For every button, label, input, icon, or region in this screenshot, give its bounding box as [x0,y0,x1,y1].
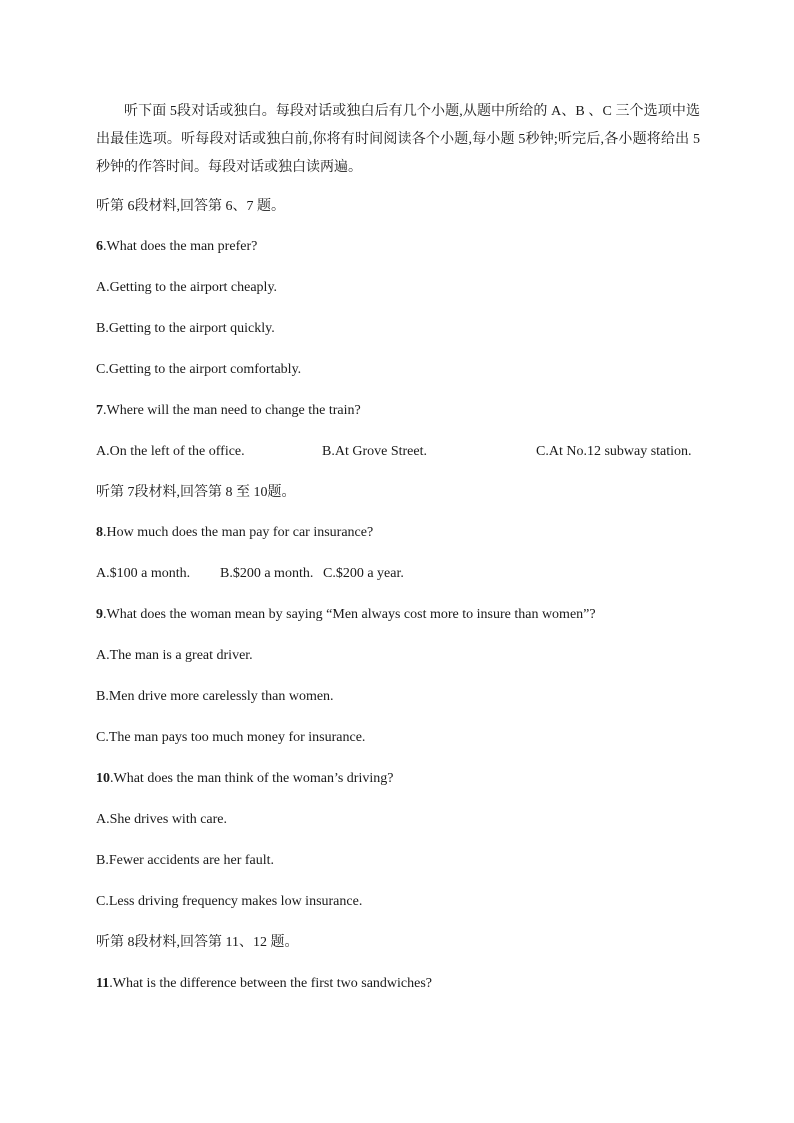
question-text: .What is the difference between the first two sandwiches? [109,976,433,991]
question-text: .What does the man prefer? [103,239,258,254]
option-10b: B.Fewer accidents are her fault. [96,853,275,868]
question-11 [96,974,706,994]
question-number: 10 [96,771,110,786]
question-8 [96,523,706,543]
question-9 [96,605,706,625]
option-6b: B.Getting to the airport quickly. [96,321,275,336]
question-number: 11 [96,976,110,991]
option-9b: B.Men drive more carelessly than women. [96,689,334,704]
section-instructions: 听下面 5段对话或独白。每段对话或独白后有几个小题,从题中所给的 A、B 、C 三个选项中选出最佳选项。听每段对话或独白前,你将有时间阅读各个小题,每小题 5秒钟;听完后,各小题将给出 5秒钟的作答时间。每段对话或独白读两遍。 [96,104,700,175]
question-number: 7 [96,403,103,418]
option-7c: C.At No.12 subway station. [536,444,692,459]
option-6a: A.Getting to the airport cheaply. [96,280,278,295]
question-number: 6 [96,239,103,254]
option-9a: A.The man is a great driver. [96,648,253,663]
question-10 [96,769,706,789]
question-number: 8 [96,525,103,540]
section-heading-7: 听第 7段材料,回答第 8 至 10题。 [96,485,296,500]
option-10c: C.Less driving frequency makes low insurance. [96,894,363,909]
question-text: .What does the man think of the woman’s driving? [110,771,394,786]
option-10a: A.She drives with care. [96,812,228,827]
option-8b: B.$200 a month. [220,566,314,581]
section-heading-6: 听第 6段材料,回答第 6、7 题。 [96,199,285,214]
question-text: .Where will the man need to change the train? [103,403,361,418]
question-text: .How much does the man pay for car insurance? [103,525,374,540]
question-6 [96,237,706,257]
option-7a: A.On the left of the office. [96,444,245,459]
option-7b: B.At Grove Street. [322,444,427,459]
option-9c: C.The man pays too much money for insurance. [96,730,366,745]
option-8a: A.$100 a month. [96,566,191,581]
option-6c: C.Getting to the airport comfortably. [96,362,302,377]
question-number: 9 [96,607,103,622]
question-7 [96,401,706,421]
question-text: .What does the woman mean by saying “Men always cost more to insure than women”? [103,607,596,622]
option-8c: C.$200 a year. [323,566,404,581]
section-heading-8: 听第 8段材料,回答第 11、12 题。 [96,935,299,950]
